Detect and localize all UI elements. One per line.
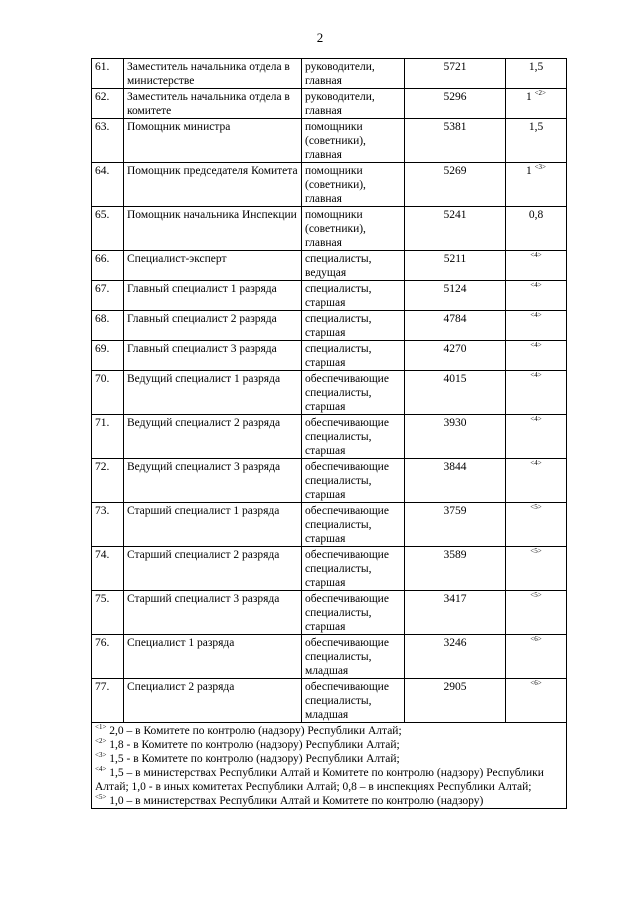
row-number [92, 251, 124, 281]
position-group [302, 89, 405, 119]
footnote-text: 1,0 – в министерствах Республики Алтай и Комитете по контролю (надзору) [106, 795, 484, 807]
position-group [302, 459, 405, 503]
position-code-text: 3246 [443, 637, 467, 649]
position-coefficient [506, 591, 567, 635]
position-code [405, 311, 506, 341]
position-code-text: 3759 [443, 505, 467, 517]
position-coefficient [506, 415, 567, 459]
position-code-text: 3844 [443, 461, 467, 473]
position-group-text: помощники (советники), главная [305, 121, 366, 161]
position-code-text: 5241 [443, 209, 467, 221]
position-code [405, 415, 506, 459]
table-row [92, 59, 567, 89]
position-title-text: Главный специалист 2 разряда [127, 313, 277, 325]
position-code-text: 3417 [443, 593, 467, 605]
row-number [92, 59, 124, 89]
row-number-text: 68. [95, 313, 110, 325]
row-number [92, 591, 124, 635]
row-number [92, 341, 124, 371]
row-number [92, 635, 124, 679]
position-coefficient-text: 1 [525, 91, 532, 103]
row-number-text: 65. [95, 209, 110, 221]
position-coefficient [506, 207, 567, 251]
table-row [92, 459, 567, 503]
footnote-ref: <4> [530, 341, 542, 350]
position-coefficient [506, 371, 567, 415]
table-row [92, 89, 567, 119]
position-group [302, 207, 405, 251]
position-coefficient [506, 251, 567, 281]
footnote-text: 2,0 – в Комитете по контролю (надзору) Республики Алтай; [106, 725, 402, 737]
position-code [405, 59, 506, 89]
footnote-ref: <4> [530, 459, 542, 468]
position-code [405, 207, 506, 251]
position-code-text: 4015 [443, 373, 467, 385]
position-code-text: 5296 [443, 91, 467, 103]
position-title-text: Старший специалист 1 разряда [127, 505, 280, 517]
positions-table [91, 58, 567, 809]
footnote-item [95, 794, 563, 808]
position-coefficient-text: 1,5 [528, 61, 544, 73]
position-code-text: 5269 [443, 165, 467, 177]
footnote-ref: <4> [530, 251, 542, 260]
row-number [92, 415, 124, 459]
position-code [405, 251, 506, 281]
position-group [302, 119, 405, 163]
row-number-text: 70. [95, 373, 110, 385]
table-row [92, 119, 567, 163]
position-title [124, 371, 302, 415]
position-coefficient [506, 635, 567, 679]
position-code [405, 459, 506, 503]
position-title-text: Заместитель начальника отдела в министерстве [127, 61, 290, 87]
position-group-text: обеспечивающие специалисты, старшая [305, 373, 389, 413]
table-row [92, 251, 567, 281]
row-number [92, 281, 124, 311]
row-number-text: 77. [95, 681, 110, 693]
position-code [405, 635, 506, 679]
position-group [302, 503, 405, 547]
position-group [302, 591, 405, 635]
position-coefficient [506, 281, 567, 311]
row-number-text: 69. [95, 343, 110, 355]
table-row [92, 341, 567, 371]
position-coefficient [506, 341, 567, 371]
footnotes [92, 723, 567, 809]
row-number [92, 163, 124, 207]
position-title-text: Ведущий специалист 1 разряда [127, 373, 281, 385]
position-coefficient-text: 0,8 [528, 209, 544, 221]
table-row [92, 311, 567, 341]
position-title-text: Ведущий специалист 2 разряда [127, 417, 281, 429]
table-row [92, 371, 567, 415]
row-number-text: 62. [95, 91, 110, 103]
position-code-text: 3589 [443, 549, 467, 561]
position-code-text: 5381 [443, 121, 467, 133]
position-group-text: специалисты, старшая [305, 313, 372, 339]
position-group-text: помощники (советники), главная [305, 165, 366, 205]
footnote-ref: <5> [530, 547, 542, 556]
position-title-text: Главный специалист 1 разряда [127, 283, 277, 295]
position-group [302, 341, 405, 371]
row-number-text: 63. [95, 121, 110, 133]
row-number-text: 74. [95, 549, 110, 561]
position-group-text: обеспечивающие специалисты, старшая [305, 461, 389, 501]
row-number-text: 73. [95, 505, 110, 517]
row-number-text: 71. [95, 417, 110, 429]
footnote-ref: <2> [534, 89, 547, 98]
position-group-text: специалисты, старшая [305, 343, 372, 369]
row-number [92, 459, 124, 503]
position-group [302, 635, 405, 679]
footnote-ref: <4> [530, 281, 542, 290]
table-row [92, 503, 567, 547]
position-coefficient-text: 1,5 [528, 121, 544, 133]
position-coefficient [506, 547, 567, 591]
position-code [405, 281, 506, 311]
position-title-text: Заместитель начальника отдела в комитете [127, 91, 290, 117]
footnote-ref: <4> [530, 371, 542, 380]
position-title [124, 415, 302, 459]
position-coefficient-text: 1 [525, 165, 532, 177]
row-number-text: 67. [95, 283, 110, 295]
table-body [92, 59, 567, 723]
position-group-text: обеспечивающие специалисты, старшая [305, 505, 389, 545]
position-coefficient [506, 89, 567, 119]
position-code [405, 371, 506, 415]
position-code [405, 679, 506, 723]
position-title [124, 59, 302, 89]
position-title-text: Помощник министра [127, 121, 231, 133]
position-title [124, 341, 302, 371]
position-title [124, 591, 302, 635]
position-group [302, 311, 405, 341]
footnote-item [95, 766, 563, 794]
position-code-text: 5211 [443, 253, 467, 265]
position-title [124, 207, 302, 251]
position-group [302, 679, 405, 723]
position-group [302, 415, 405, 459]
position-title [124, 89, 302, 119]
row-number [92, 371, 124, 415]
position-group [302, 371, 405, 415]
row-number [92, 119, 124, 163]
position-group [302, 547, 405, 591]
table-row [92, 207, 567, 251]
row-number-text: 61. [95, 61, 110, 73]
row-number [92, 207, 124, 251]
position-title-text: Специалист 1 разряда [127, 637, 235, 649]
position-group-text: обеспечивающие специалисты, старшая [305, 417, 389, 457]
position-coefficient [506, 119, 567, 163]
position-group-text: специалисты, старшая [305, 283, 372, 309]
position-coefficient [506, 503, 567, 547]
row-number-text: 66. [95, 253, 110, 265]
position-group-text: обеспечивающие специалисты, старшая [305, 593, 389, 633]
footnote-mark: <1> [95, 723, 107, 732]
position-group [302, 281, 405, 311]
footnote-ref: <6> [530, 679, 542, 688]
position-code [405, 341, 506, 371]
table-row [92, 415, 567, 459]
position-coefficient [506, 679, 567, 723]
position-title [124, 459, 302, 503]
position-group [302, 163, 405, 207]
table-row [92, 281, 567, 311]
position-title-text: Помощник председателя Комитета [127, 165, 298, 177]
table-row [92, 679, 567, 723]
footnote-text: 1,5 – в министерствах Республики Алтай и Комитете по контролю (надзору) Республики Алтай; 1,0 - в иных комитетах Республики Алтай; 0,8 – в инспекциях Республики Алтай; [95, 767, 544, 793]
position-group-text: помощники (советники), главная [305, 209, 366, 249]
position-title [124, 281, 302, 311]
position-group-text: специалисты, ведущая [305, 253, 372, 279]
page-number: 2 [316, 30, 324, 45]
position-code-text: 4270 [443, 343, 467, 355]
footnote-text: 1,5 - в Комитете по контролю (надзору) Республики Алтай; [106, 753, 400, 765]
position-group-text: обеспечивающие специалисты, младшая [305, 681, 389, 721]
position-code-text: 5721 [443, 61, 467, 73]
position-title [124, 163, 302, 207]
position-title-text: Помощник начальника Инспекции [127, 209, 297, 221]
footnote-text: 1,8 - в Комитете по контролю (надзору) Республики Алтай; [106, 739, 400, 751]
footnote-ref: <5> [530, 591, 542, 600]
position-title [124, 547, 302, 591]
position-title [124, 503, 302, 547]
footnote-ref: <4> [530, 415, 542, 424]
position-group-text: руководители, главная [305, 61, 375, 87]
footnote-ref: <6> [530, 635, 542, 644]
row-number [92, 311, 124, 341]
row-number [92, 547, 124, 591]
position-title-text: Старший специалист 2 разряда [127, 549, 280, 561]
footnote-item [95, 724, 563, 738]
position-coefficient [506, 459, 567, 503]
footnote-mark: <3> [95, 751, 107, 760]
row-number-text: 76. [95, 637, 110, 649]
position-code-text: 4784 [443, 313, 467, 325]
position-title [124, 679, 302, 723]
row-number-text: 64. [95, 165, 110, 177]
position-title-text: Старший специалист 3 разряда [127, 593, 280, 605]
row-number [92, 679, 124, 723]
row-number [92, 89, 124, 119]
position-code-text: 5124 [443, 283, 467, 295]
position-coefficient [506, 59, 567, 89]
footnote-mark: <4> [95, 765, 107, 774]
table-row [92, 163, 567, 207]
position-group-text: обеспечивающие специалисты, младшая [305, 637, 389, 677]
row-number-text: 72. [95, 461, 110, 473]
position-title-text: Главный специалист 3 разряда [127, 343, 277, 355]
position-code [405, 89, 506, 119]
position-code [405, 591, 506, 635]
position-group-text: руководители, главная [305, 91, 375, 117]
row-number [92, 503, 124, 547]
position-code [405, 119, 506, 163]
table-row [92, 635, 567, 679]
row-number-text: 75. [95, 593, 110, 605]
position-group [302, 251, 405, 281]
position-title [124, 311, 302, 341]
position-code-text: 2905 [443, 681, 467, 693]
position-group-text: обеспечивающие специалисты, старшая [305, 549, 389, 589]
footnote-mark: <2> [95, 737, 107, 746]
footnote-ref: <5> [530, 503, 542, 512]
table-row [92, 591, 567, 635]
position-code-text: 3930 [443, 417, 467, 429]
position-coefficient [506, 163, 567, 207]
position-title-text: Ведущий специалист 3 разряда [127, 461, 281, 473]
position-coefficient [506, 311, 567, 341]
position-group [302, 59, 405, 89]
position-title [124, 635, 302, 679]
position-title-text: Специалист-эксперт [127, 253, 227, 265]
position-code [405, 503, 506, 547]
footnote-item [95, 738, 563, 752]
table-row [92, 547, 567, 591]
footnote-item [95, 752, 563, 766]
position-code [405, 163, 506, 207]
footnotes-row [92, 723, 567, 809]
footnote-ref: <4> [530, 311, 542, 320]
position-code [405, 547, 506, 591]
footnote-ref: <3> [534, 163, 547, 172]
position-title [124, 251, 302, 281]
footnote-mark: <5> [95, 793, 107, 802]
position-title-text: Специалист 2 разряда [127, 681, 235, 693]
position-title [124, 119, 302, 163]
